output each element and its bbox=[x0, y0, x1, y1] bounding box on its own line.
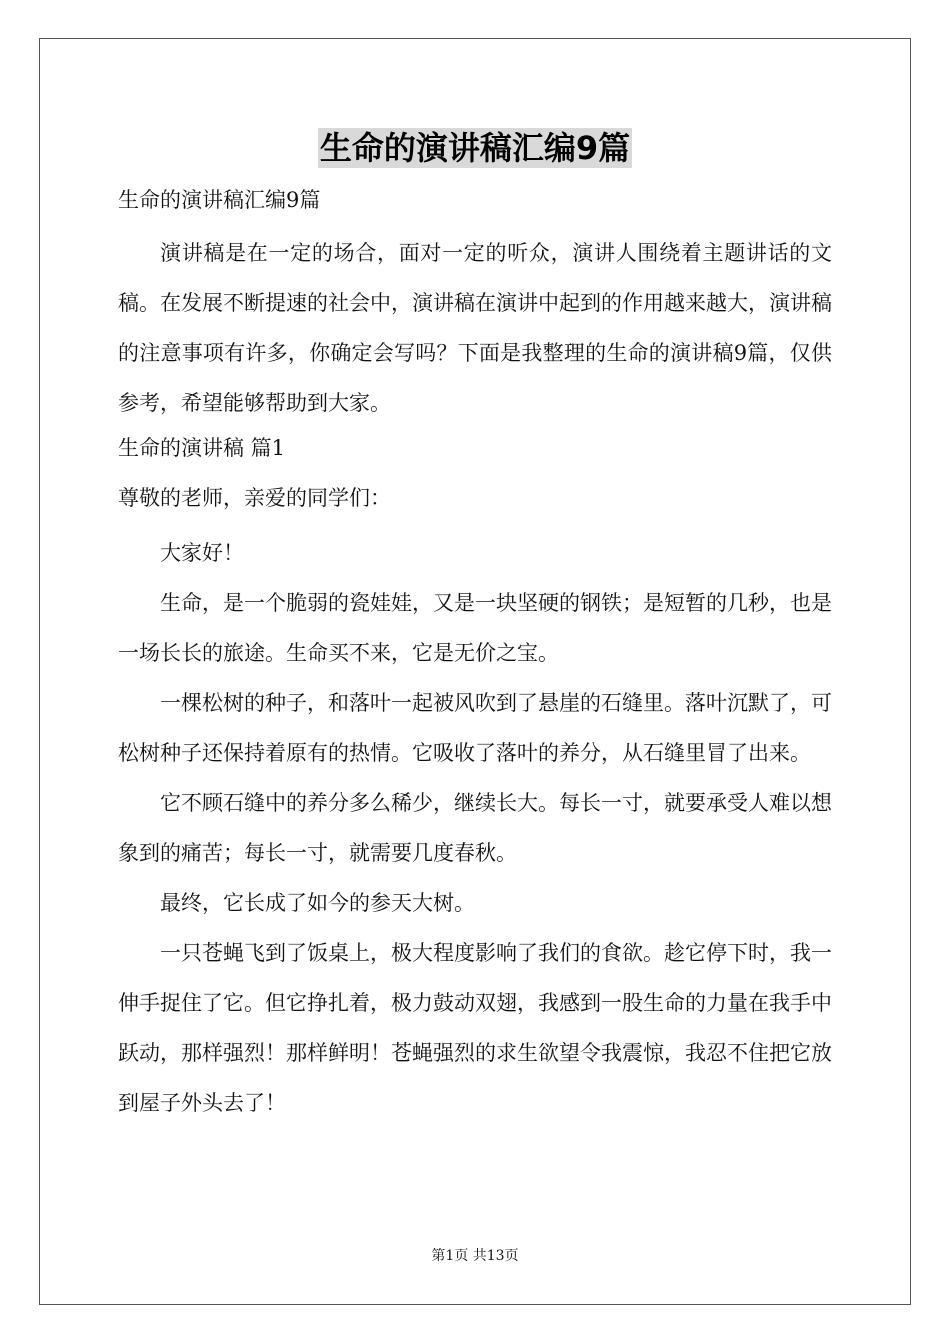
intro-paragraph: 演讲稿是在一定的场合，面对一定的听众，演讲人围绕着主题讲话的文稿。在发展不断提速的社会中，演讲稿在演讲中起到的作用越来越大，演讲稿的注意事项有许多，你确定会写吗？下面是我整理的生命的演讲稿9篇，仅供参考，希望能够帮助到大家。 bbox=[118, 241, 832, 415]
document-body bbox=[118, 180, 832, 1128]
body-paragraph: 它不顾石缝中的养分多么稀少，继续长大。每长一寸，就要承受人难以想象到的痛苦；每长一寸，就需要几度春秋。 bbox=[118, 791, 832, 865]
body-paragraph: 生命，是一个脆弱的瓷娃娃，又是一块坚硬的钢铁；是短暂的几秒，也是一场长长的旅途。生命买不来，它是无价之宝。 bbox=[118, 591, 832, 665]
salutation: 尊敬的老师，亲爱的同学们： bbox=[118, 486, 391, 510]
body-paragraph: 一棵松树的种子，和落叶一起被风吹到了悬崖的石缝里。落叶沉默了，可松树种子还保持着原有的热情。它吸收了落叶的养分，从石缝里冒了出来。 bbox=[118, 691, 832, 765]
page-footer bbox=[0, 1246, 950, 1266]
document-title: 生命的演讲稿汇编9篇 bbox=[319, 129, 631, 167]
greeting: 大家好！ bbox=[160, 541, 244, 565]
body-paragraph: 最终，它长成了如今的参天大树。 bbox=[160, 891, 475, 915]
section-heading: 生命的演讲稿 篇1 bbox=[118, 436, 286, 460]
document-subtitle: 生命的演讲稿汇编9篇 bbox=[118, 188, 321, 212]
title-container bbox=[0, 128, 950, 168]
body-paragraph: 一只苍蝇飞到了饭桌上，极大程度影响了我们的食欲。趁它停下时，我一伸手捉住了它。但它挣扎着，极力鼓动双翅，我感到一股生命的力量在我手中跃动，那样强烈！那样鲜明！苍蝇强烈的求生欲望令我震惊，我忍不住把它放到屋子外头去了！ bbox=[118, 941, 832, 1115]
page-number: 第1页 共13页 bbox=[431, 1248, 519, 1264]
